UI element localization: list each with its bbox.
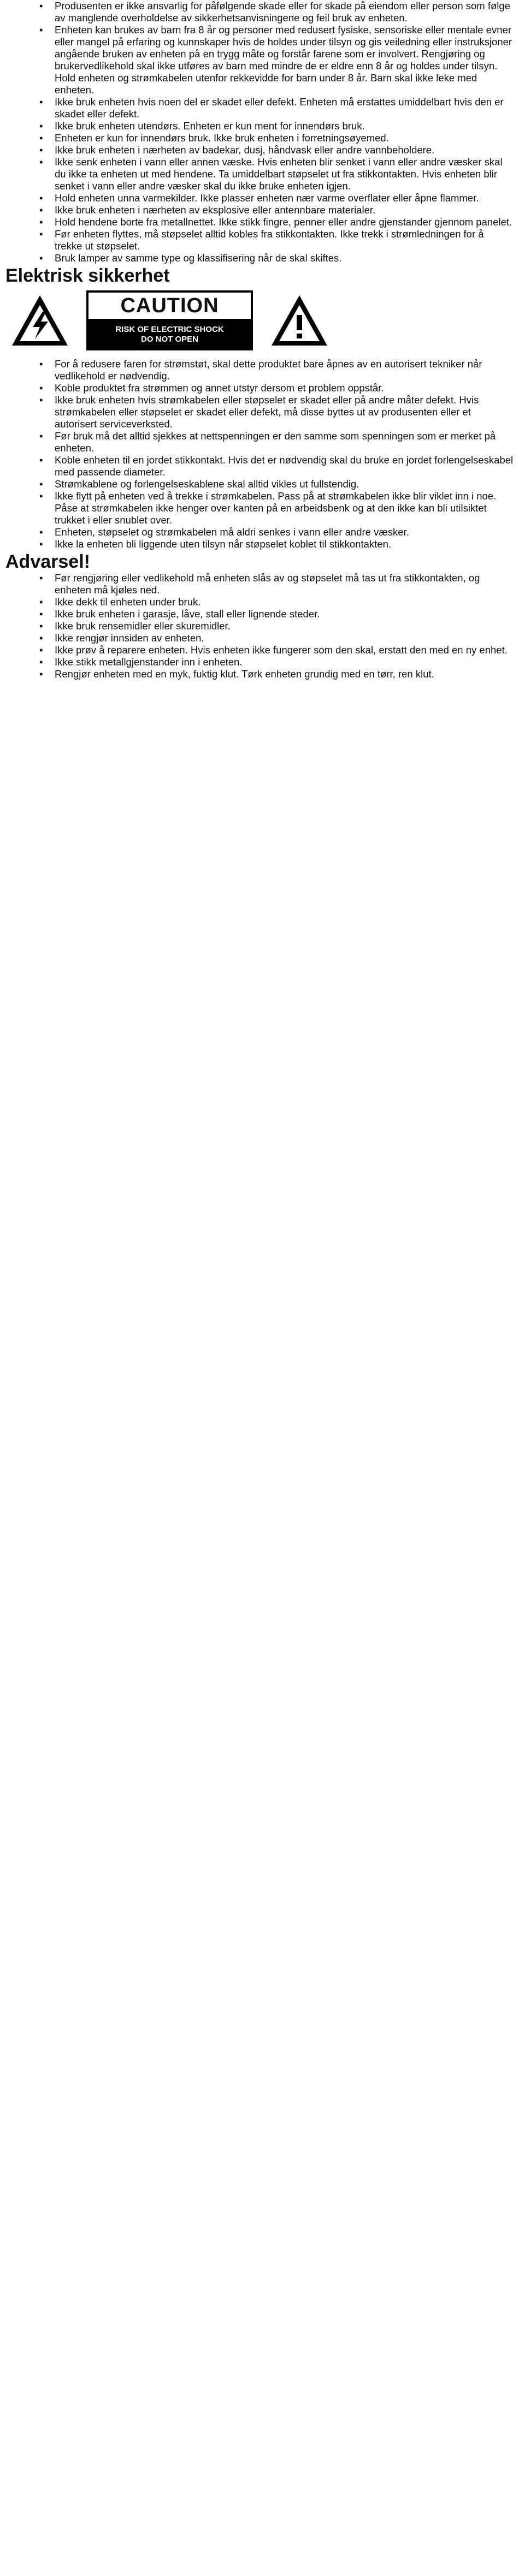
list-item: • Rengjør enheten med en myk, fuktig klut. Tørk enheten grundig med en tørr, ren klut. xyxy=(5,668,514,680)
list-item: • Bruk lamper av samme type og klassifisering når de skal skiftes. xyxy=(5,252,514,264)
list-item: • Ikke flytt på enheten ved å trekke i strømkabelen. Pass på at strømkabelen ikke blir viklet inn i noe. Påse at strømkabelen ikke henger over kanten på en arbeidsbenk og at den ikke kan bli utilsiktet trukket i eller snublet over. xyxy=(5,490,514,526)
list-item: • Ikke stikk metallgjenstander inn i enheten. xyxy=(5,656,514,668)
list-item: • Ikke bruk enheten hvis noen del er skadet eller defekt. Enheten må erstattes umiddelbart hvis den er skadet eller defekt. xyxy=(5,96,514,120)
list-item: • Ikke la enheten bli liggende uten tilsyn når støpselet koblet til stikkontakten. xyxy=(5,538,514,550)
list-item: • Koble produktet fra strømmen og annet utstyr dersom et problem oppstår. xyxy=(5,382,514,394)
list-item: • Enheten, støpselet og strømkabelen må aldri senkes i vann eller andre væsker. xyxy=(5,526,514,538)
caution-line-1: RISK OF ELECTRIC SHOCK xyxy=(115,325,224,334)
list-item: • Ikke prøv å reparere enheten. Hvis enheten ikke fungerer som den skal, erstatt den med en ny enhet. xyxy=(5,644,514,656)
list-item: • For å redusere faren for strømstøt, skal dette produktet bare åpnes av en autorisert tekniker når vedlikehold er nødvendig. xyxy=(5,358,514,382)
caution-text xyxy=(89,321,251,348)
electrical-safety-heading: Elektrisk sikkerhet xyxy=(5,265,170,286)
list-item: • Strømkablene og forlengelseskablene skal alltid vikles ut fullstendig. xyxy=(5,478,514,490)
list-item: • Enheten kan brukes av barn fra 8 år og personer med redusert fysiske, sensoriske eller mentale evner eller mangel på erfaring og kunnskaper hvis de holdes under tilsyn og gis veiledning eller instruksjoner angående bruken av enheten på en trygg måte og forstår farene som er involvert. Rengjøring og brukervedlikehold skal ikke utføres av barn med mindre de er eldre enn 8 år og holdes under tilsyn. Hold enheten og strømkabelen utenfor rekkevidde for barn under 8 år. Barn skal ikke leke med enheten. xyxy=(5,24,514,96)
list-item: • Ikke rengjør innsiden av enheten. xyxy=(5,632,514,644)
caution-label xyxy=(86,290,253,350)
list-item: • Ikke senk enheten i vann eller annen væske. Hvis enheten blir senket i vann eller andre væsker skal du ikke ta enheten ut med hendene. Ta umiddelbart støpselet ut fra stikkontakten. Hvis enheten blir senket i vann eller andre væsker skal du ikke bruke enheten igjen. xyxy=(5,156,514,192)
electrical-safety-list xyxy=(5,358,514,550)
list-item: • Hold hendene borte fra metallnettet. Ikke stikk fingre, penner eller andre gjenstander gjennom panelet. xyxy=(5,216,514,228)
warning-list xyxy=(5,572,514,680)
exclamation-warning-icon xyxy=(269,293,329,348)
list-item: • Før bruk må det alltid sjekkes at nettspenningen er den samme som spenningen som er merket på enheten. xyxy=(5,430,514,454)
caution-title: CAUTION xyxy=(89,293,251,321)
list-item: • Før rengjøring eller vedlikehold må enheten slås av og støpselet må tas ut fra stikkontakten, og enheten må kjøles ned. xyxy=(5,572,514,596)
list-item: • Ikke bruk enheten i nærheten av badekar, dusj, håndvask eller andre vannbeholdere. xyxy=(5,144,514,156)
list-item: • Ikke dekk til enheten under bruk. xyxy=(5,596,514,608)
list-item: • Koble enheten til en jordet stikkontakt. Hvis det er nødvendig skal du bruke en jordet forlengelseskabel med passende diameter. xyxy=(5,454,514,478)
list-item: • Ikke bruk rensemidler eller skuremidler. xyxy=(5,620,514,632)
list-item: • Enheten er kun for innendørs bruk. Ikke bruk enheten i forretningsøyemed. xyxy=(5,132,514,144)
caution-line-2: DO NOT OPEN xyxy=(140,335,198,344)
lightning-warning-icon xyxy=(10,293,70,348)
list-item: • Ikke bruk enheten i garasje, låve, stall eller lignende steder. xyxy=(5,608,514,620)
list-item: • Hold enheten unna varmekilder. Ikke plasser enheten nær varme overflater eller åpne flammer. xyxy=(5,192,514,204)
list-item: • Ikke bruk enheten utendørs. Enheten er kun ment for innendørs bruk. xyxy=(5,120,514,132)
list-item: • Ikke bruk enheten hvis strømkabelen eller støpselet er skadet eller på andre måter defekt. Hvis strømkabelen eller støpselet er skadet eller defekt, må disse byttes ut av produsenten eller et autorisert serviceverksted. xyxy=(5,394,514,430)
warning-heading: Advarsel! xyxy=(5,551,90,572)
list-item: • Ikke bruk enheten i nærheten av eksplosive eller antennbare materialer. xyxy=(5,204,514,216)
page xyxy=(0,0,519,680)
list-item: • Produsenten er ikke ansvarlig for påfølgende skade eller for skade på eiendom eller person som følge av manglende overholdelse av sikkerhetsanvisningene og feil bruk av enheten. xyxy=(5,0,514,24)
caution-symbols xyxy=(5,286,514,358)
safety-list xyxy=(5,0,514,264)
list-item: • Før enheten flyttes, må støpselet alltid kobles fra stikkontakten. Ikke trekk i strømledningen for å trekke ut støpselet. xyxy=(5,228,514,252)
